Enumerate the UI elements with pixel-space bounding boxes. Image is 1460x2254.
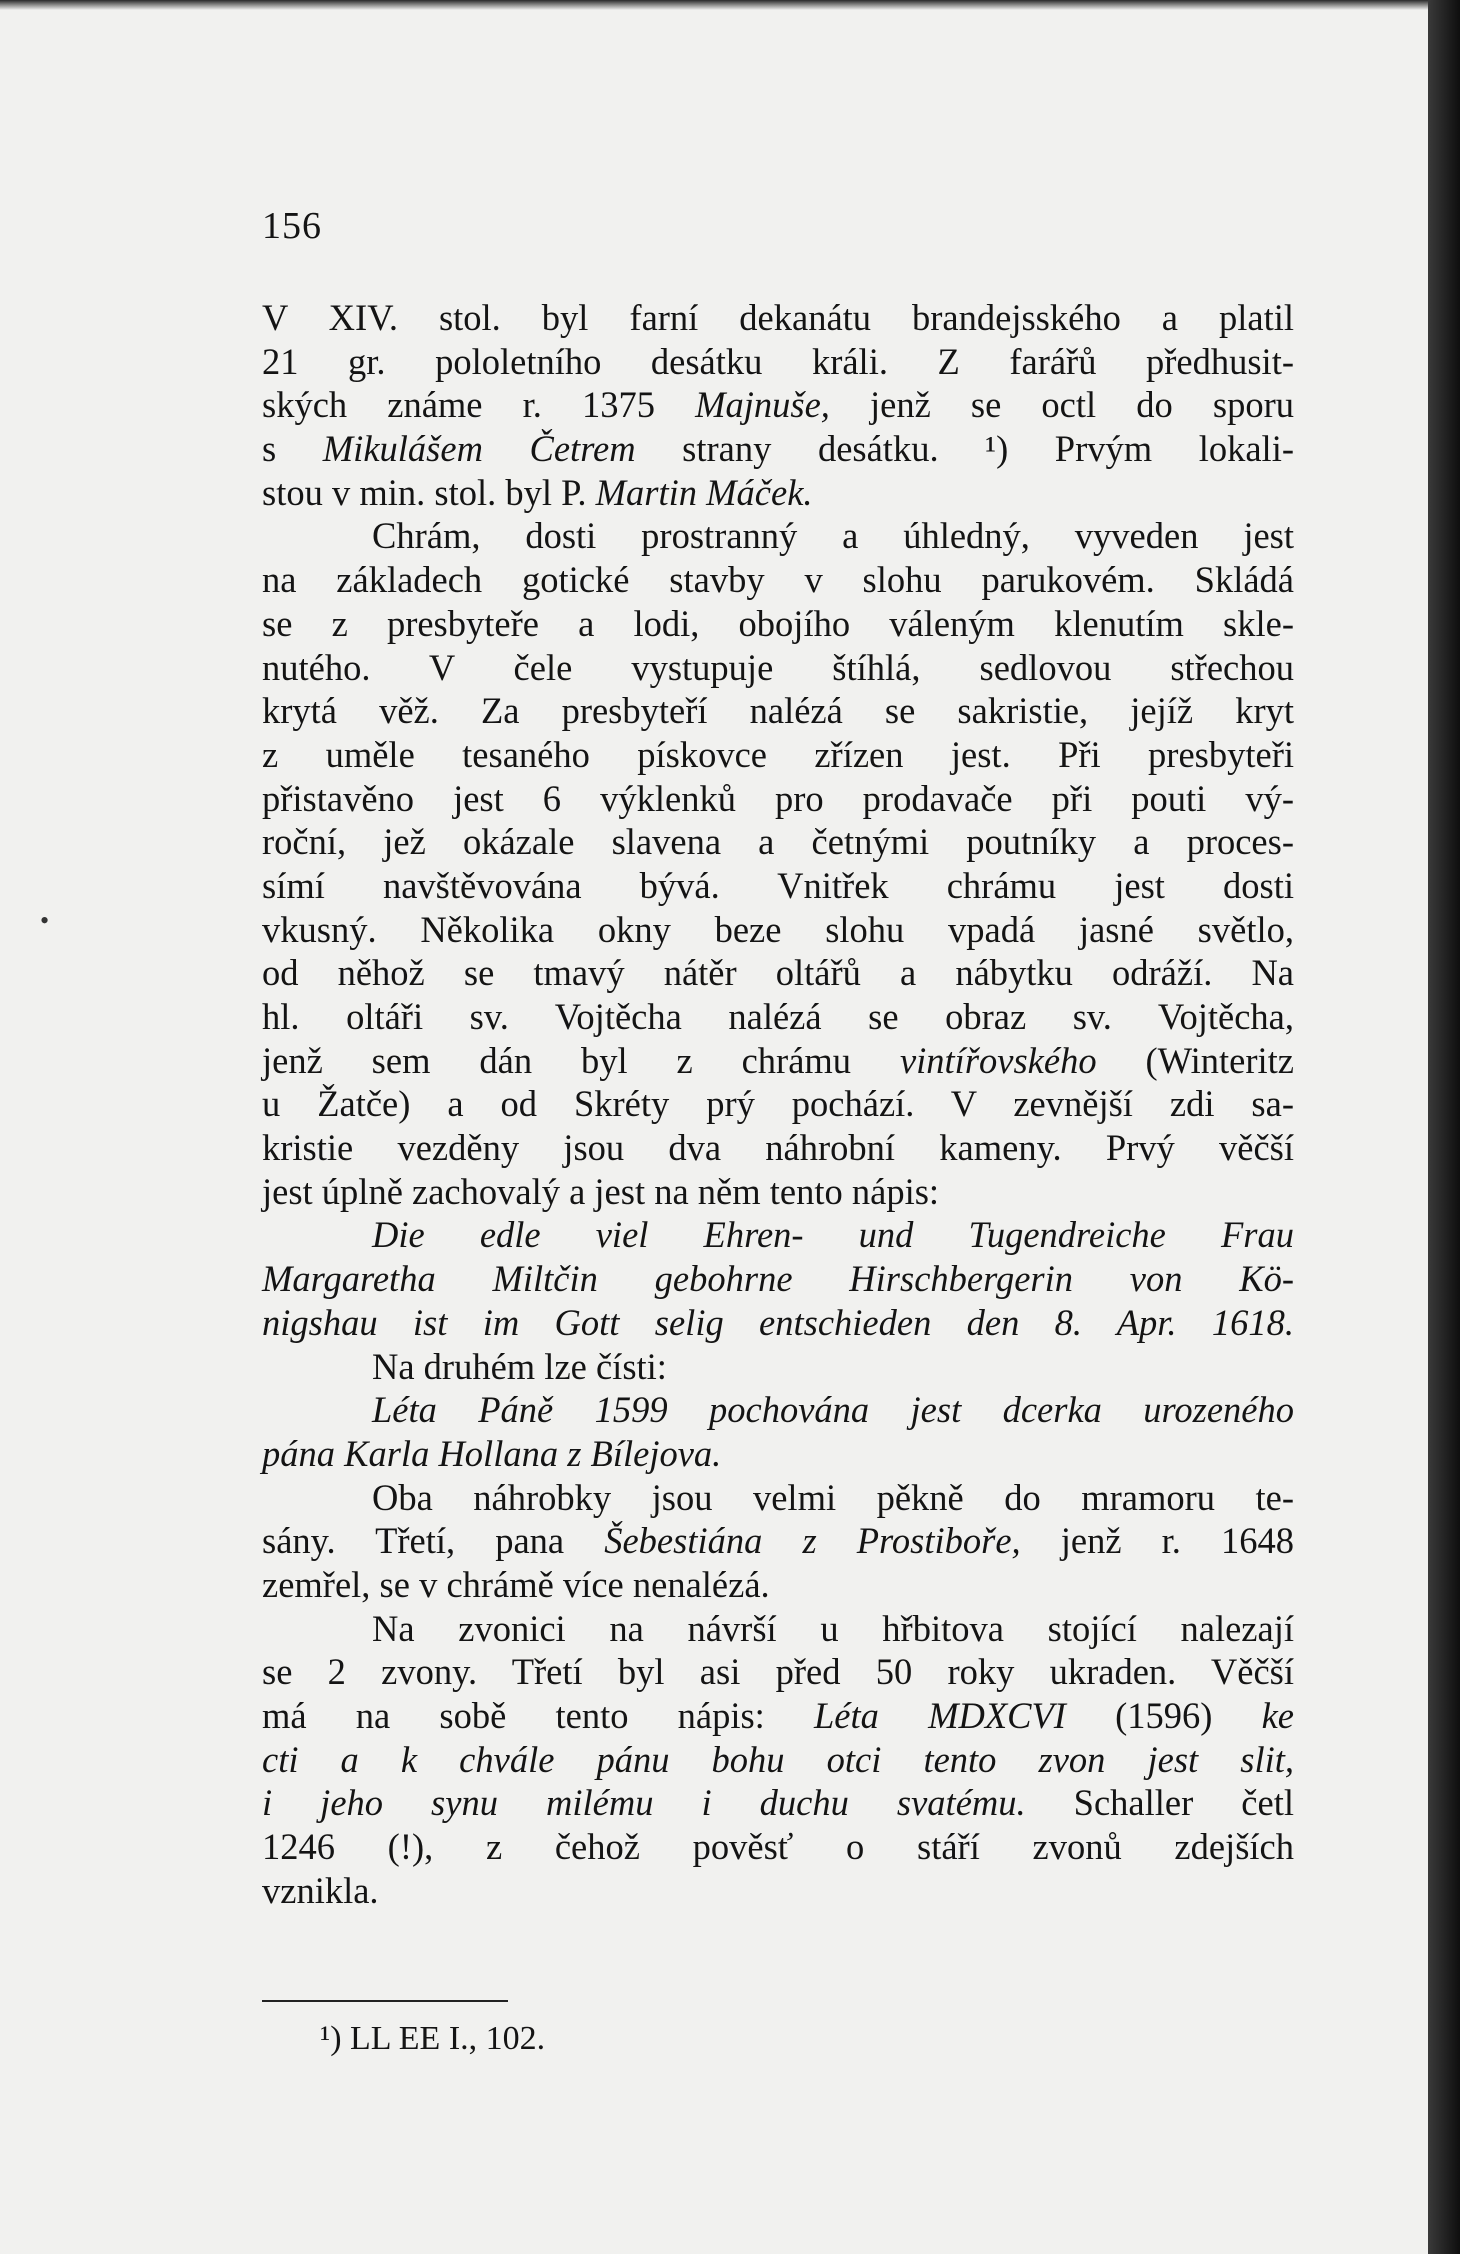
text-line: Chrám, dosti prostranný a úhledný, vyveden jest	[372, 515, 1294, 557]
text-line: Na zvonici na návrší u hřbitova stojící nalezají	[372, 1607, 1294, 1649]
text-line: Na druhém lze čísti:	[372, 1345, 667, 1387]
text-line: se z presbyteře a lodi, obojího váleným klenutím skle-	[262, 602, 1294, 644]
text-span: vintířovského	[899, 1039, 1097, 1081]
text-span: sány. Třetí, pana	[262, 1520, 605, 1562]
text-line: u Žatče) a od Skréty prý pochází. V zevnější zdi sa-	[262, 1083, 1294, 1125]
text-line: nutého. V čele vystupuje štíhlá, sedlovou střechou	[262, 646, 1294, 688]
text-span: (1596)	[1065, 1695, 1262, 1736]
text-line: z uměle tesaného pískovce zřízen jest. Při presbyteři	[262, 733, 1294, 775]
text-line	[262, 1519, 1294, 1563]
text-span: stou v min. stol. byl P.	[262, 471, 596, 513]
text-span: s	[262, 428, 323, 470]
text-span: jenž se octl do sporu	[829, 384, 1294, 426]
text-line: vkusný. Několika okny beze slohu vpadá jasné světlo,	[262, 908, 1294, 950]
text-line: cti a k chvále pánu bohu otci tento zvon jest slit,	[262, 1738, 1294, 1780]
text-span: Martin Máček.	[595, 471, 813, 513]
scan-edge-right	[1428, 0, 1460, 2254]
text-line	[262, 1694, 1294, 1738]
text-span: (Winteritz	[1096, 1039, 1295, 1081]
text-line	[262, 383, 1294, 427]
text-span: Majnuše,	[695, 384, 830, 426]
scan-edge-top	[0, 0, 1428, 10]
text-span: ských známe r. 1375	[262, 384, 696, 426]
text-line	[262, 471, 1294, 515]
text-line: Oba náhrobky jsou velmi pěkně do mramoru te-	[372, 1476, 1294, 1518]
text-line: símí navštěvována bývá. Vnitřek chrámu jest dosti	[262, 864, 1294, 906]
text-line: přistavěno jest 6 výklenků pro prodavače při pouti vý-	[262, 777, 1294, 819]
text-line: od něhož se tmavý nátěr oltářů a nábytku odráží. Na	[262, 952, 1294, 994]
text-line: hl. oltáři sv. Vojtěcha nalézá se obraz sv. Vojtěcha,	[262, 996, 1294, 1037]
text-line: roční, jež okázale slavena a četnými poutníky a proces-	[262, 821, 1294, 863]
footnote-rule	[262, 2000, 508, 2002]
text-span: i jeho synu milému i duchu svatému.	[262, 1782, 1026, 1824]
text-line: se 2 zvony. Třetí byl asi před 50 roky ukraden. Věčší	[262, 1651, 1294, 1693]
text-line: V XIV. stol. byl farní dekanátu brandejsského a platil	[262, 297, 1294, 338]
text-span: Léta MDXCVI	[814, 1695, 1066, 1736]
text-span: Mikulášem Četrem	[322, 428, 636, 470]
text-span: Schaller četl	[1025, 1782, 1294, 1824]
text-line	[262, 1039, 1294, 1083]
text-span: jenž sem dán byl z chrámu	[262, 1039, 900, 1081]
text-span: ke	[1261, 1695, 1294, 1736]
text-span: strany desátku. ¹) Prvým lokali-	[635, 428, 1294, 470]
text-line: Die edle viel Ehren- und Tugendreiche Frau	[372, 1214, 1294, 1256]
text-line: vznikla.	[262, 1869, 379, 1911]
text-span: má na sobě tento nápis:	[262, 1695, 814, 1736]
text-line: Léta Páně 1599 pochována jest dcerka urozeného	[372, 1389, 1294, 1431]
text-line: krytá věž. Za presbyteří nalézá se sakristie, jejíž kryt	[262, 690, 1294, 732]
body-text	[262, 296, 1294, 1912]
text-span: jenž r. 1648	[1020, 1520, 1294, 1562]
footnote: ¹) LL EE I., 102.	[320, 2020, 546, 2057]
margin-mark: •	[40, 906, 50, 935]
text-line: kristie vezděny jsou dva náhrobní kameny. Prvý věčší	[262, 1127, 1294, 1169]
text-line: nigshau ist im Gott selig entschieden den 8. Apr. 1618.	[262, 1301, 1294, 1343]
text-line	[262, 1781, 1294, 1825]
text-line: 21 gr. pololetního desátku králi. Z farářů předhusit-	[262, 340, 1294, 382]
text-line: zemřel, se v chrámě více nenalézá.	[262, 1563, 770, 1605]
text-line: Margaretha Miltčin gebohrne Hirschbergerin von Kö-	[262, 1258, 1294, 1300]
text-line: 1246 (!), z čehož pověsť o stáří zvonů zdejších	[262, 1826, 1294, 1868]
text-line: pána Karla Hollana z Bílejova.	[262, 1432, 722, 1474]
text-span: Šebestiána z Prostiboře,	[604, 1520, 1021, 1562]
text-line: na základech gotické stavby v slohu parukovém. Skládá	[262, 559, 1294, 601]
text-line	[262, 427, 1294, 471]
page-number: 156	[262, 205, 322, 247]
text-line: jest úplně zachovalý a jest na něm tento nápis:	[262, 1170, 940, 1212]
